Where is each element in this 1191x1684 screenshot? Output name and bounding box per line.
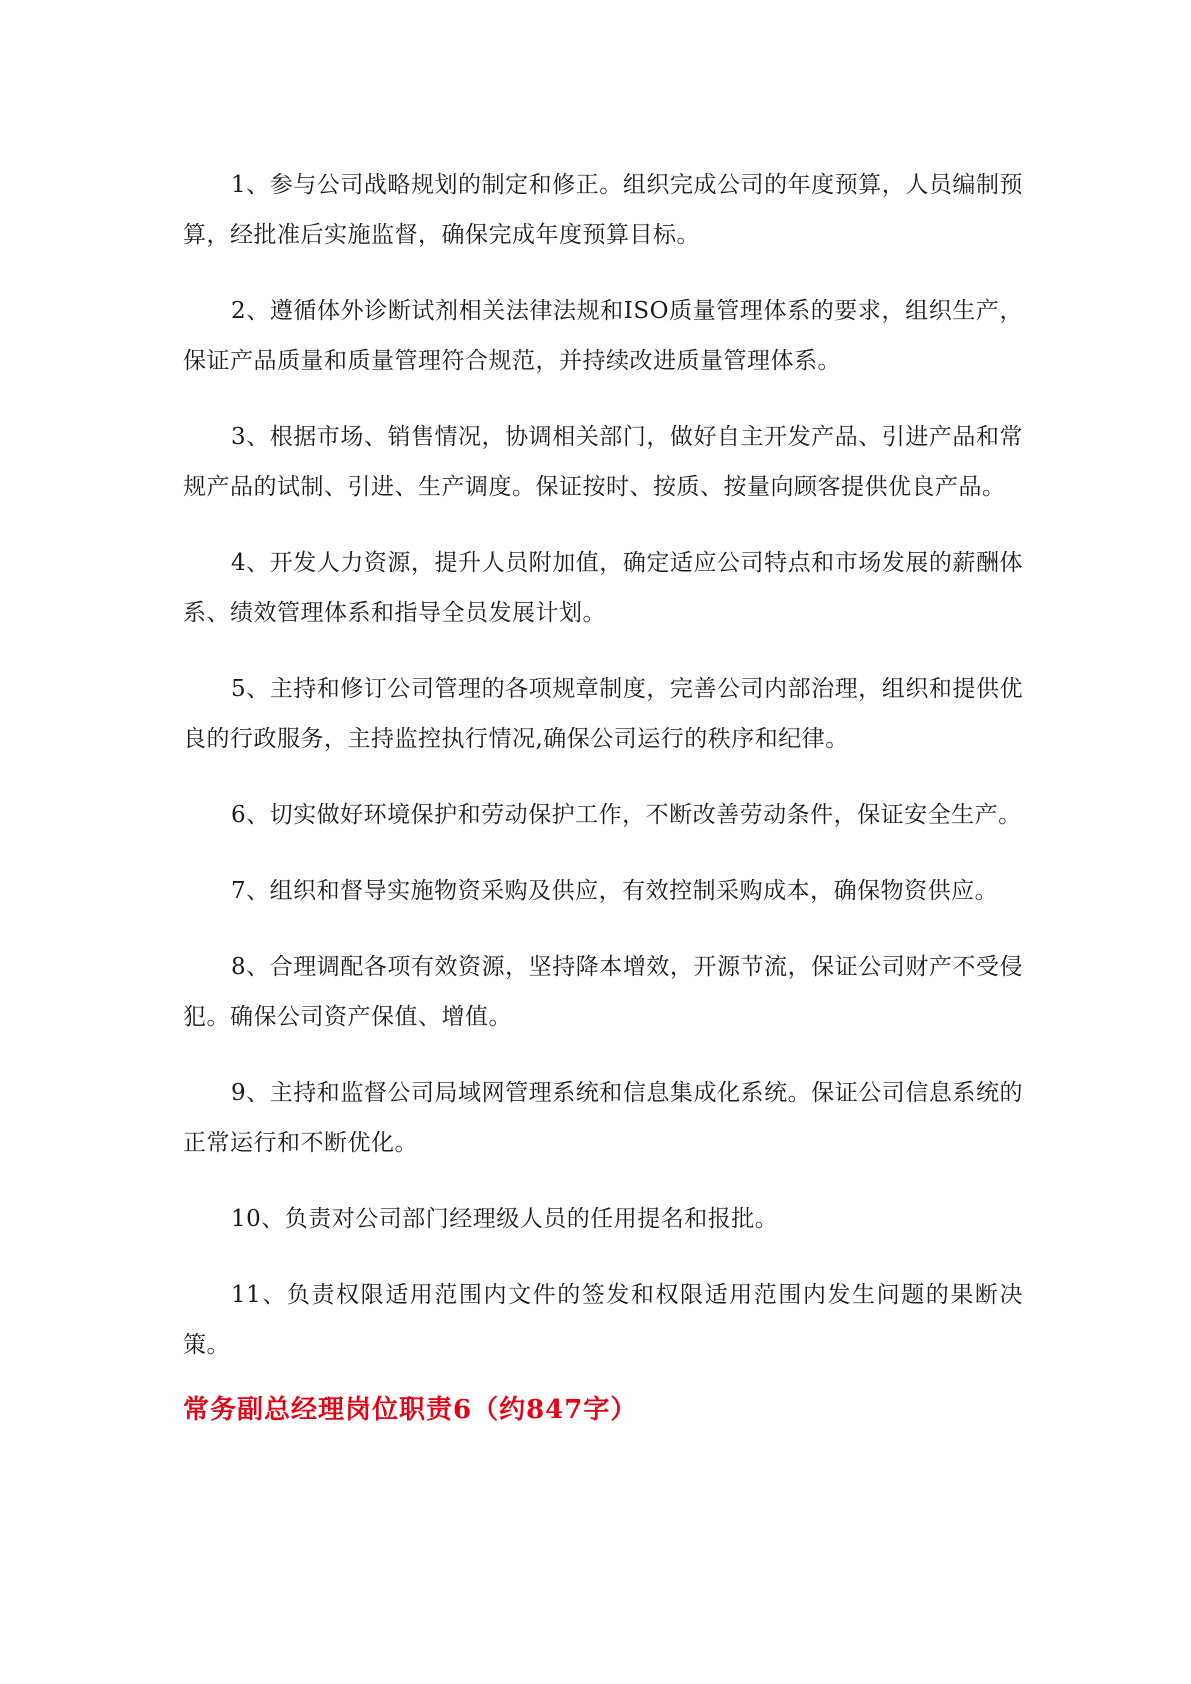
section-heading: 常务副总经理岗位职责6（约847字） — [183, 1395, 638, 1425]
duty-item-9: 9、主持和监督公司局域网管理系统和信息集成化系统。保证公司信息系统的正常运行和不断优化。 — [183, 1080, 1023, 1156]
document-body — [183, 160, 1023, 1396]
duty-item-10: 10、负责对公司部门经理级人员的任用提名和报批。 — [231, 1206, 779, 1232]
duty-item-11: 11、负责权限适用范围内文件的签发和权限适用范围内发生问题的果断决策。 — [183, 1282, 1023, 1358]
duty-item-3: 3、根据市场、销售情况，协调相关部门，做好自主开发产品、引进产品和常规产品的试制、引进、生产调度。保证按时、按质、按量向顾客提供优良产品。 — [183, 424, 1023, 500]
duty-item-1: 1、参与公司战略规划的制定和修正。组织完成公司的年度预算，人员编制预算，经批准后实施监督，确保完成年度预算目标。 — [183, 172, 1023, 248]
duty-item-8: 8、合理调配各项有效资源，坚持降本增效，开源节流，保证公司财产不受侵犯。确保公司资产保值、增值。 — [183, 954, 1023, 1030]
duty-item-6: 6、切实做好环境保护和劳动保护工作，不断改善劳动条件，保证安全生产。 — [231, 802, 1022, 828]
duty-item-4: 4、开发人力资源，提升人员附加值，确定适应公司特点和市场发展的薪酬体系、绩效管理体系和指导全员发展计划。 — [183, 550, 1023, 626]
duty-item-2: 2、遵循体外诊断试剂相关法律法规和ISO质量管理体系的要求，组织生产，保证产品质量和质量管理符合规范，并持续改进质量管理体系。 — [183, 298, 1023, 374]
duty-item-7: 7、组织和督导实施物资采购及供应，有效控制采购成本，确保物资供应。 — [231, 878, 999, 904]
duty-item-5: 5、主持和修订公司管理的各项规章制度，完善公司内部治理，组织和提供优良的行政服务，主持监控执行情况,确保公司运行的秩序和纪律。 — [183, 676, 1023, 752]
